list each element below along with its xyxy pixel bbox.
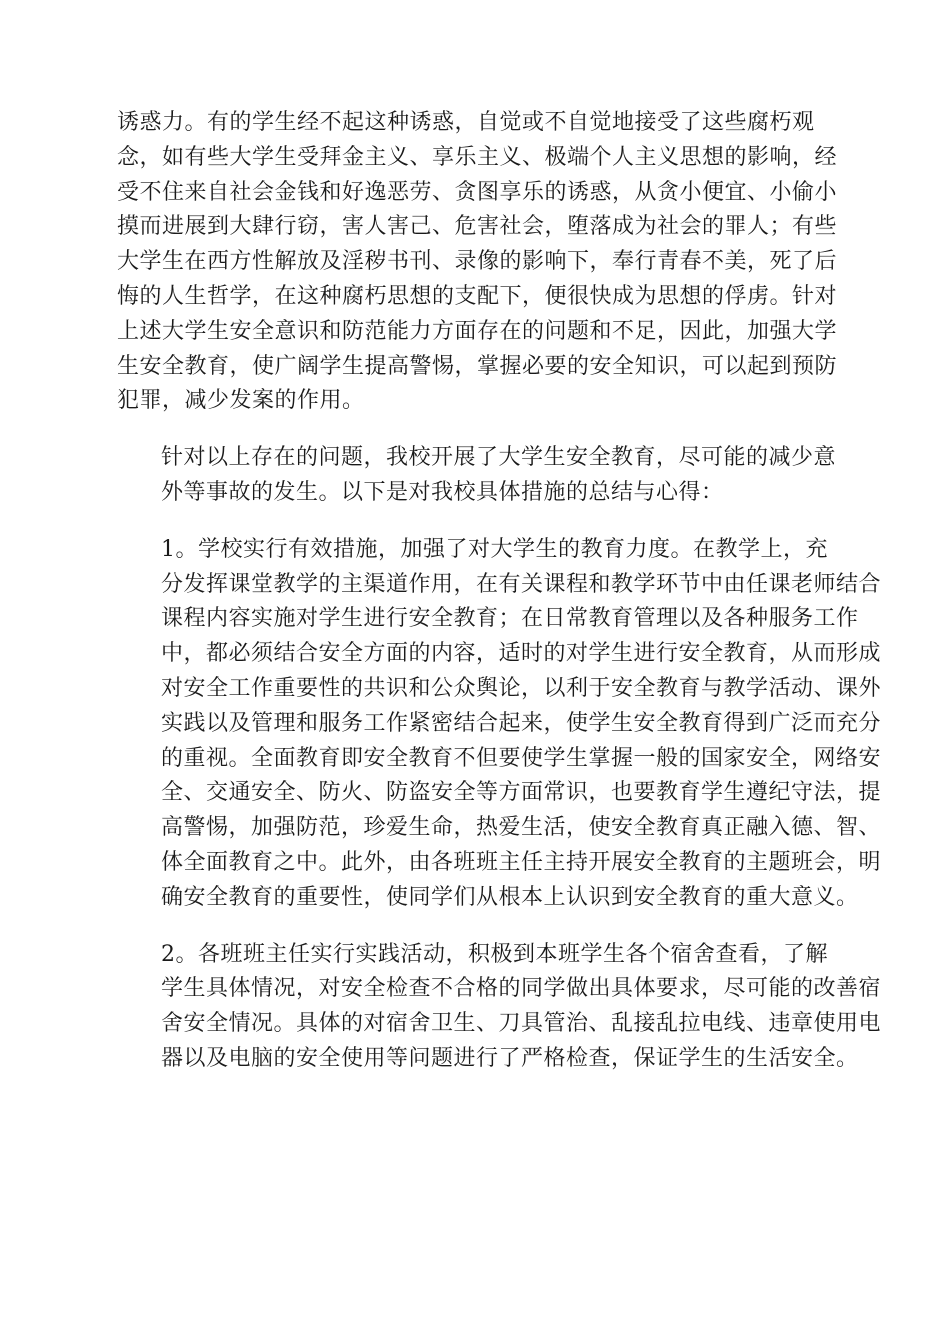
- text-line: 课程内容实施对学生进行安全教育；在日常教育管理以及各种服务工作: [161, 606, 859, 632]
- document-body: [117, 106, 882, 1077]
- text-line: 诱惑力。有的学生经不起这种诱惑，自觉或不自觉地接受了这些腐朽观: [117, 110, 815, 135]
- text-line: 针对以上存在的问题，我校开展了大学生安全教育，尽可能的减少意: [161, 445, 837, 471]
- text-line: 上述大学生安全意识和防范能力方面存在的问题和不足，因此，加强大学: [117, 318, 838, 344]
- text-line: 的重视。全面教育即安全教育不但要使学生掌握一般的国家安全，网络安: [161, 745, 882, 771]
- text-line: 分发挥课堂教学的主渠道作用，在有关课程和教学环节中由任课老师结合: [161, 571, 882, 597]
- paragraph-4: [117, 938, 882, 1077]
- paragraph-3: [117, 533, 882, 916]
- text-line: 体全面教育之中。此外，由各班班主任主持开展安全教育的主题班会，明: [161, 849, 882, 875]
- text-line: 对安全工作重要性的共识和公众舆论，以利于安全教育与教学活动、课外: [161, 675, 882, 701]
- text-line: 悔的人生哲学，在这种腐朽思想的支配下，便很快成为思想的俘虏。针对: [117, 283, 838, 309]
- text-line: 犯罪，减少发案的作用。: [117, 388, 365, 414]
- text-line: 中，都必须结合安全方面的内容，适时的对学生进行安全教育，从而形成: [161, 641, 882, 667]
- text-line: 大学生在西方性解放及淫秽书刊、录像的影响下，奉行青春不美，死了后: [117, 249, 838, 275]
- text-line: 确安全教育的重要性，使同学们从根本上认识到安全教育的重大意义。: [161, 884, 859, 910]
- text-line: 外等事故的发生。以下是对我校具体措施的总结与心得：: [161, 479, 724, 505]
- paragraph-1: [117, 106, 838, 419]
- text-line: 学生具体情况，对安全检查不合格的同学做出具体要求，尽可能的改善宿: [161, 976, 882, 1002]
- text-line: 受不住来自社会金钱和好逸恶劳、贪图享乐的诱惑，从贪小便宜、小偷小: [117, 179, 838, 205]
- text-line: 2。各班班主任实行实践活动，积极到本班学生各个宿舍查看，了解: [161, 941, 828, 967]
- text-line: 1。学校实行有效措施，加强了对大学生的教育力度。在教学上，充: [161, 536, 828, 562]
- text-line: 器以及电脑的安全使用等问题进行了严格检查，保证学生的生活安全。: [161, 1045, 859, 1071]
- text-line: 高警惕，加强防范，珍爱生命，热爱生活，使安全教育真正融入德、智、: [161, 815, 882, 841]
- text-line: 全、交通安全、防火、防盗安全等方面常识，也要教育学生遵纪守法，提: [161, 780, 882, 806]
- text-line: 摸而进展到大肆行窃，害人害己、危害社会，堕落成为社会的罪人；有些: [117, 214, 838, 240]
- text-line: 实践以及管理和服务工作紧密结合起来，使学生安全教育得到广泛而充分: [161, 710, 882, 736]
- paragraph-2: [117, 441, 837, 511]
- text-line: 念，如有些大学生受拜金主义、享乐主义、极端个人主义思想的影响，经: [117, 144, 838, 170]
- text-line: 生安全教育，使广阔学生提高警惕，掌握必要的安全知识，可以起到预防: [117, 353, 838, 379]
- text-line: 舍安全情况。具体的对宿舍卫生、刀具管治、乱接乱拉电线、违章使用电: [161, 1011, 882, 1037]
